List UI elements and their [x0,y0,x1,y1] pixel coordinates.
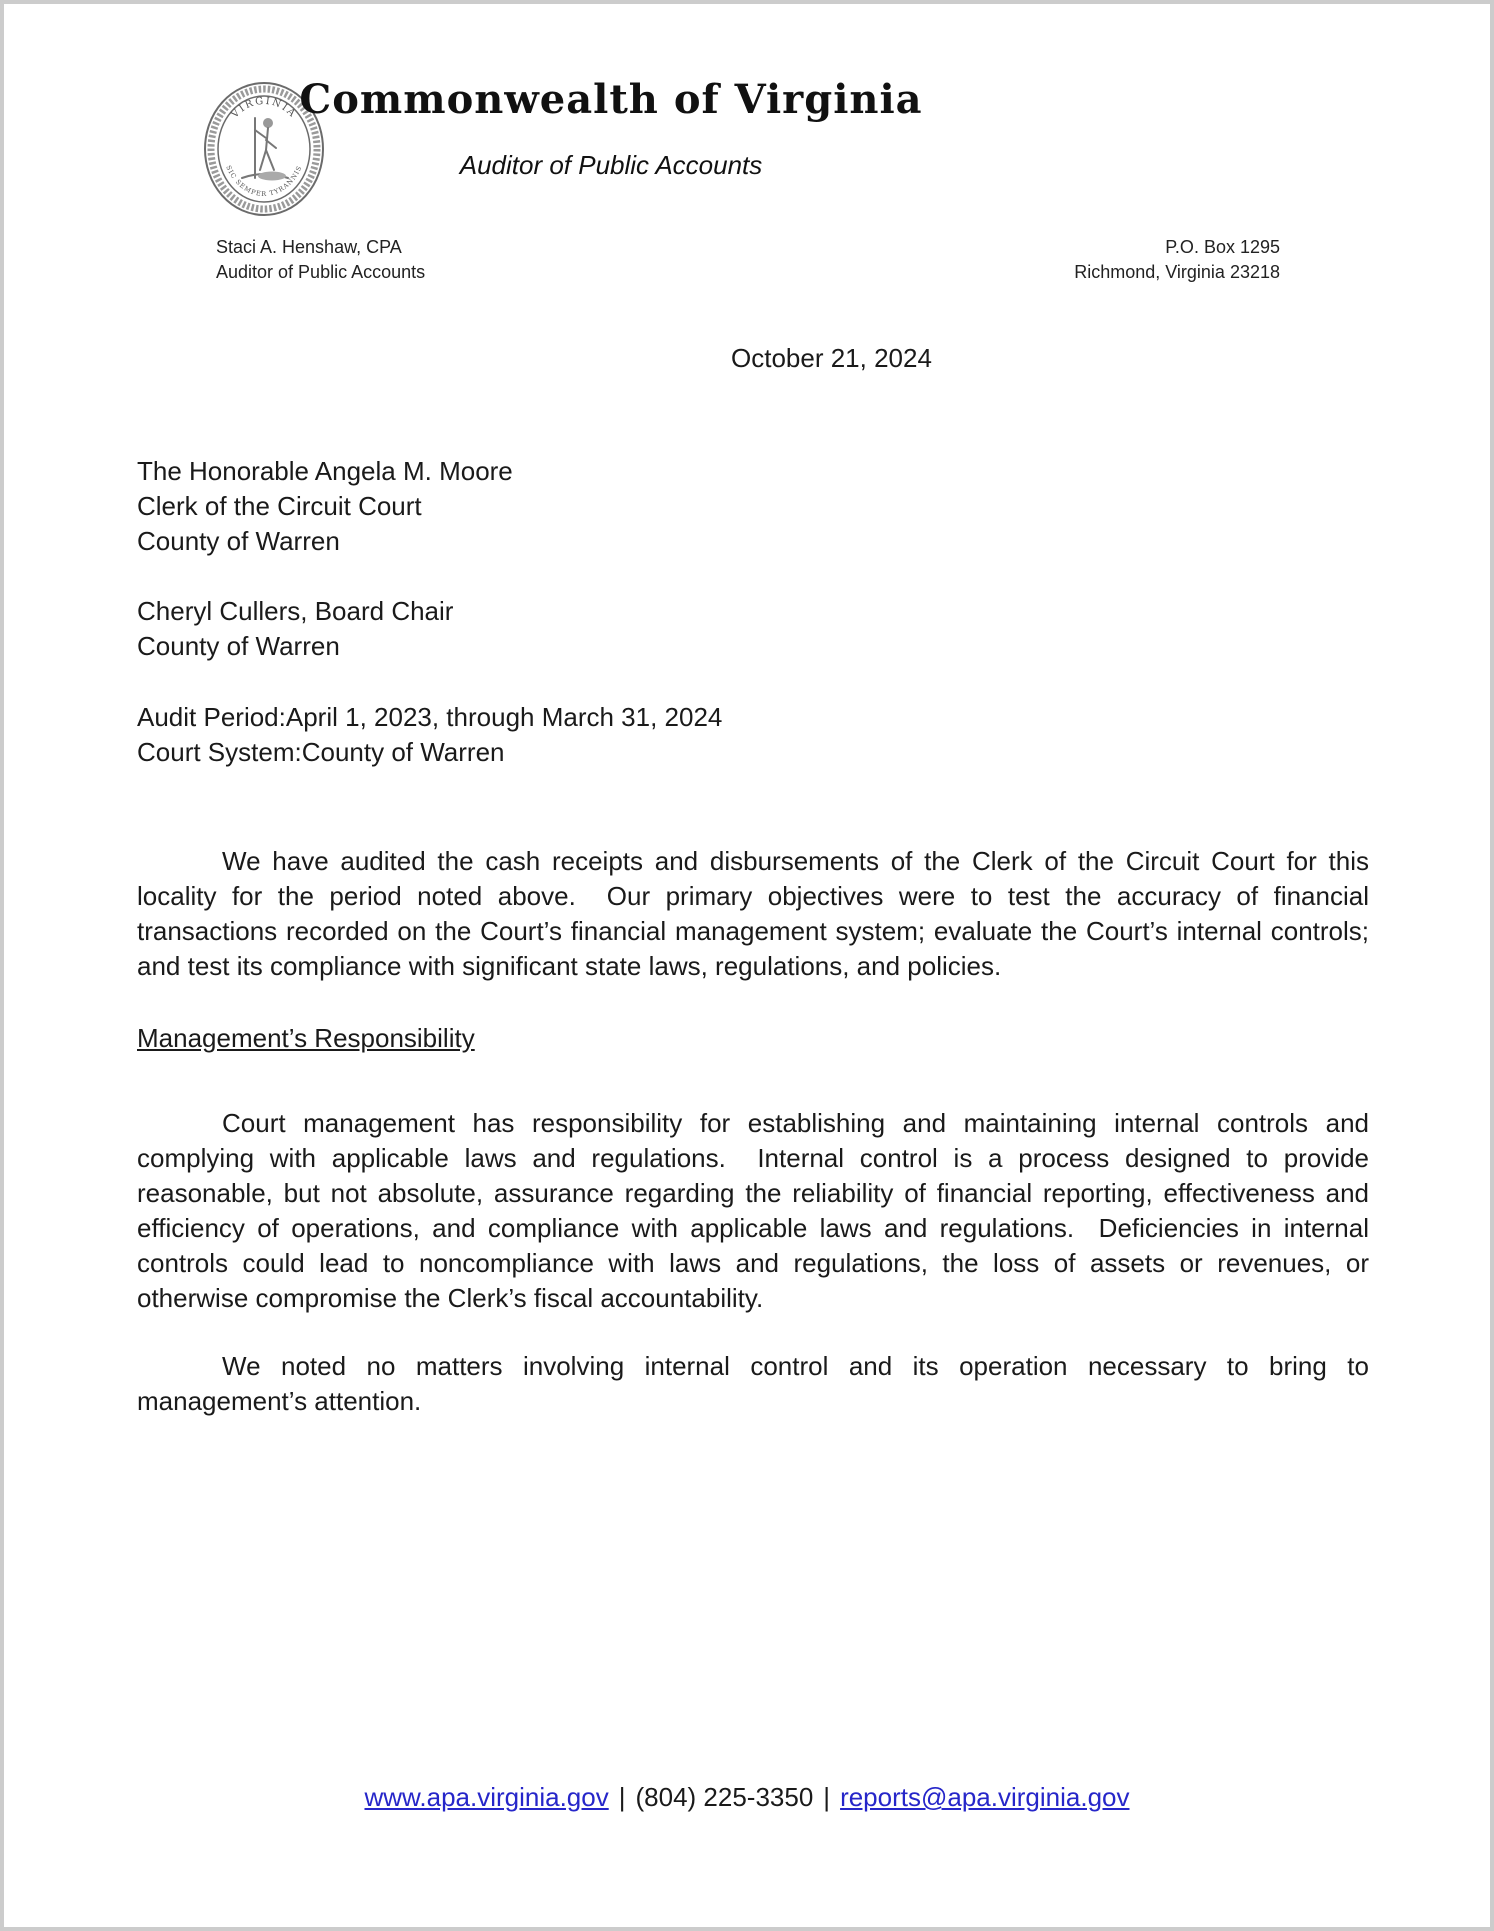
address-line-1: P.O. Box 1295 [1165,237,1280,257]
court-system-label: Court System: [137,737,302,767]
recipient-block-2 [137,594,453,664]
court-system-row [137,735,722,770]
seal-top-text: VIRGINIA [229,95,299,121]
court-system-value: County of Warren [301,737,505,767]
conclusion-paragraph: We noted no matters involving internal control and its operation necessary to bring to management’s attention. [137,1351,1377,1416]
audit-period-label: Audit Period: [137,702,286,732]
address-block [1074,235,1280,285]
footer-contact-line [4,1782,1490,1813]
audit-period-row [137,700,722,735]
phone-number: (804) 225-3350 [635,1782,814,1812]
recipient-title: Clerk of the Circuit Court [137,491,422,521]
website-link[interactable]: www.apa.virginia.gov [364,1782,609,1812]
recipient-name: Cheryl Cullers, Board Chair [137,596,454,626]
audit-period-value: April 1, 2023, through March 31, 2024 [285,702,723,732]
official-name: Staci A. Henshaw, CPA [216,237,402,257]
official-title: Auditor of Public Accounts [216,262,426,282]
letter-date: October 21, 2024 [731,343,932,373]
official-block [216,235,425,285]
org-subtitle: Auditor of Public Accounts [459,150,763,180]
address-line-2: Richmond, Virginia 23218 [1074,262,1280,282]
org-title: Commonwealth of Virginia [299,76,923,123]
footer-separator: | [823,1782,831,1812]
intro-paragraph: We have audited the cash receipts and disbursements of the Clerk of the Circuit Court for this locality for the period noted above. Our primary objectives were to test the accuracy of financial transactions recorded on the Court’s financial management system; evaluate the Court’s internal controls; and test its compliance with significant state laws, regulations, and policies. [137,846,1377,981]
recipient-locality: County of Warren [137,631,340,661]
section-heading: Management’s Responsibility [137,1023,475,1053]
recipient-block-1 [137,454,513,559]
responsibility-paragraph: Court management has responsibility for establishing and maintaining internal controls and complying with applicable laws and regulations. Internal control is a process designed to provide reasonable, but not absolute, assurance regarding the reliability of financial reporting, effectiveness and efficiency of operations, and compliance with applicable laws and regulations. Deficiencies in internal controls could lead to noncompliance with laws and regulations, the loss of assets or revenues, or otherwise compromise the Clerk’s fiscal accountability. [137,1108,1377,1313]
seal-bottom-text: SIC SEMPER TYRANNIS [224,164,304,199]
audit-info-block [137,700,722,770]
footer-separator: | [618,1782,626,1812]
recipient-name: The Honorable Angela M. Moore [137,456,513,486]
recipient-locality: County of Warren [137,526,340,556]
email-link[interactable]: reports@apa.virginia.gov [840,1782,1130,1812]
